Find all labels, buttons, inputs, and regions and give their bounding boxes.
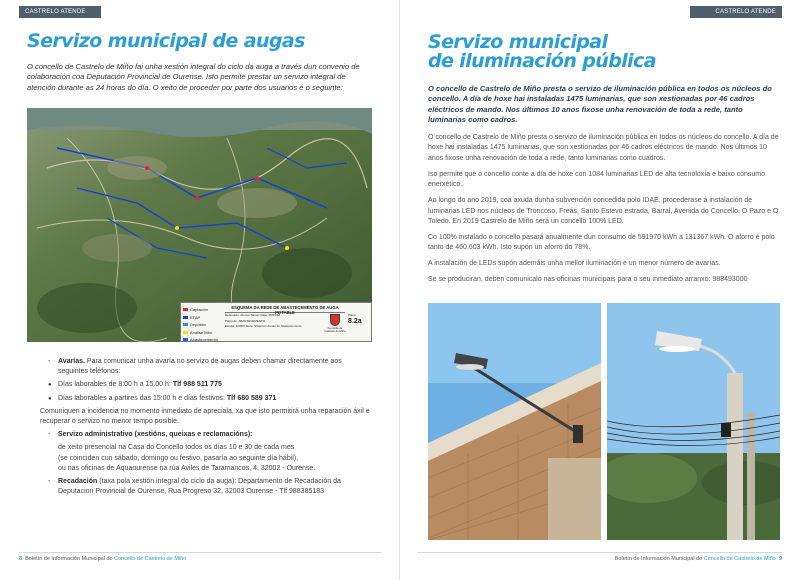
footer-rule bbox=[19, 552, 381, 553]
legend-item: Abastecemento bbox=[190, 337, 218, 342]
pole-lamp-image bbox=[607, 303, 780, 540]
page-title: Servizo municipal de augas bbox=[27, 30, 305, 52]
avarias-text: Para comunicar unha avaría no servizo de augas deben chamar directamente aos seguintes teléfonos: bbox=[58, 358, 342, 376]
paragraph: Ao longo do ano 2019, coa axuda dunha subvención concedida polo IDAE, procederase á instalación de luminarias LED nos núcleos de Troncoso, Freás, Santo Estevo estrada, Barral, Avenida do Concello, O Pazo e O Toledo. En 2019 Castrelo de Miño será un concello 100% LED. bbox=[428, 197, 779, 226]
legend-field: 1/4000 bbox=[235, 324, 245, 328]
incidence-text: Comuniquen a incidencia no momento inmediato de apreciala, xa que isto permitirá unha reparación áxil e recuperar o servizo no menor tempo posible. bbox=[40, 407, 370, 426]
section-tab: CASTRELO ATENDE bbox=[19, 6, 101, 18]
legend-field: Situación Zonas de Abastecemento bbox=[254, 324, 302, 328]
recadacion-label: Recadación bbox=[58, 478, 98, 486]
footer-text: Boletín de Información Municipal do bbox=[25, 556, 115, 562]
legend-fields: Debuxado: Afonso Tamarr Data: 05/03/18 Plano de: ABASTECEMENTO Escala: 1/4000 Zona: Situación Zonas de Abastecemento bbox=[225, 313, 302, 328]
section-tab: CASTRELO ATENDE bbox=[690, 6, 782, 18]
admin-line-3: ou nas oficinas de Aquaourense na rúa Aviles de Taramancos, 4, 32002 - Ourense. bbox=[58, 464, 316, 472]
plan-number: 8.2a bbox=[348, 318, 362, 325]
page-number: 9 bbox=[778, 556, 782, 562]
lead-paragraph: O concello de Castrelo de Miño presta o servizo de iluminación pública en todos os núcleos do concello. A día de hoxe hai instaladas 1475 luminarias, que son xestionadas por 46 cadros eléctricos de mando. Nos últimos 10 anos fixose unha renovación de toda a rede, tanto luminarias como cadros. bbox=[428, 84, 772, 125]
legend-item: ETAP bbox=[190, 314, 201, 320]
water-network-map bbox=[27, 108, 372, 342]
dash-marker: - bbox=[48, 358, 51, 365]
concello-crest bbox=[324, 314, 346, 340]
analise-swatch-icon bbox=[183, 331, 188, 334]
admin-line-1: de xeito presencial na Casa do Concello todos os días 10 e 30 de cada mes bbox=[58, 444, 295, 452]
paragraph: Co 100% instalado o concello pasará anualmente dun consumo de 591970 kWh a 131367 kWh. O aforro é polo tanto de 460.603 kWh. Isto supón un aforro do 78%. bbox=[428, 234, 775, 252]
right-page bbox=[400, 0, 800, 580]
phone-2-number: Tlf 680 589 371 bbox=[226, 394, 277, 402]
etap-swatch-icon bbox=[183, 316, 188, 319]
title-line-2: de iluminación pública bbox=[428, 50, 656, 72]
paragraph: Se se produciran, deben comunicalo nas oficinas municipais para o seu inmediato arranxo: 988493000 bbox=[428, 276, 748, 284]
footer-highlight: Concello de Castrelo de Miño bbox=[703, 556, 776, 562]
plan-label: Plano bbox=[348, 313, 356, 317]
avarias-item bbox=[40, 357, 370, 377]
recadacion-item bbox=[40, 477, 370, 497]
phone-2-text: Días laborables a partires das 15:00 h e días festivos: bbox=[58, 394, 227, 402]
phone-item-1 bbox=[40, 380, 370, 390]
admin-line-2: (se coinciden cun sábado, domingo ou festivo, pasaría ao seguinte día hábil), bbox=[58, 454, 299, 462]
paragraph: Iso permite que o concello conte a día de hoxe con 1084 luminarias LED de alta tecnoloxía e baixo consumo enerxético. bbox=[428, 170, 765, 189]
footer-highlight: Concello de Castrelo de Miño bbox=[114, 556, 187, 562]
page-number: 8 bbox=[19, 556, 23, 562]
streetlight-wall-photo bbox=[428, 303, 601, 540]
phone-1-number: Tlf 988 511 775 bbox=[172, 381, 222, 389]
legend-field: Afonso Tamarr bbox=[240, 313, 260, 317]
avarias-label: Avarías. bbox=[58, 358, 85, 365]
footer bbox=[19, 556, 186, 562]
crest-caption: Concello de Castrelo de Miño bbox=[324, 326, 346, 333]
footer-text: Boletín de Información Municipal do bbox=[614, 556, 704, 562]
legend-field: Plano de bbox=[225, 318, 237, 323]
map-legend bbox=[180, 302, 372, 342]
captacion-swatch-icon bbox=[183, 308, 188, 311]
lead-paragraph: O concello de Castrelo de Miño fai unha xestión integral do ciclo da auga a través dun convenio de colaboración coa Deputación Provincial de Ourense. Isto permite prestar un servizo integral de atención durante as 24 horas do día. O xeito de proceder por parte dos usuarios é o seguinte: bbox=[27, 62, 360, 92]
crest-icon bbox=[330, 314, 340, 326]
water-service-info bbox=[40, 357, 370, 500]
phone-1-text: Días laborables de 8:00 h a 15.00 h: bbox=[58, 381, 173, 389]
legend-item: Depósito bbox=[190, 322, 206, 327]
paragraph: O concello de Castrelo de Miño presta o servizo de iluminación pública en todos os núcleos do concello. A día de hoxe hai instaladas 1475 luminarias, que son xestionadas por 46 cadros eléctricos de mando. Nos últimos 10 anos fixose unha renovación de toda a rede, tanto luminarias como cuadros. bbox=[428, 134, 779, 162]
admin-label: Servizo administrativo (xestións, queixas e reclamacións): bbox=[58, 431, 253, 439]
abastecemento-swatch-icon bbox=[183, 338, 188, 341]
wall-lamp-image bbox=[428, 303, 601, 540]
legend-field: ABASTECEMENTO bbox=[238, 318, 266, 323]
page-title bbox=[428, 33, 688, 71]
streetlight-pole-photo bbox=[607, 303, 780, 540]
title-line-1: Servizo municipal bbox=[428, 31, 608, 53]
legend-title: ESQUEMA DA REDE DE ABASTECEMENTO DE AUGA POTABLE bbox=[225, 305, 345, 313]
legend-item: Análise Mito bbox=[190, 329, 212, 335]
legend-field: Zona bbox=[245, 324, 253, 328]
bullet-icon: ● bbox=[48, 382, 52, 389]
dash-marker: - bbox=[48, 431, 51, 439]
legend-field: Data bbox=[260, 313, 267, 317]
paragraph: A instalación de LEDs supón ademáis unha mellor iluminación e un menor número de avarías. bbox=[428, 260, 721, 268]
legend-date: 05/03/18 bbox=[268, 313, 281, 317]
legend-field: Escala bbox=[225, 324, 235, 328]
legend-field: Debuxado bbox=[225, 313, 239, 317]
dash-marker: - bbox=[48, 478, 51, 486]
footer bbox=[615, 556, 782, 562]
deposito-swatch-icon bbox=[183, 323, 188, 326]
recadacion-text: (taxa pola xestión integral do ciclo da auga): Departamento de Recadación da Deputacion Provincial de Ourense, Rua Progreso 32, 32003 Ourense - Tlf 988385183 bbox=[58, 478, 341, 496]
bullet-icon: ● bbox=[48, 395, 52, 402]
legend-item: Captación bbox=[190, 307, 209, 312]
admin-item bbox=[40, 430, 370, 440]
footer-rule bbox=[418, 552, 782, 553]
legend-items bbox=[183, 306, 221, 342]
phone-item-2 bbox=[40, 394, 370, 404]
lighting-info bbox=[428, 133, 780, 291]
